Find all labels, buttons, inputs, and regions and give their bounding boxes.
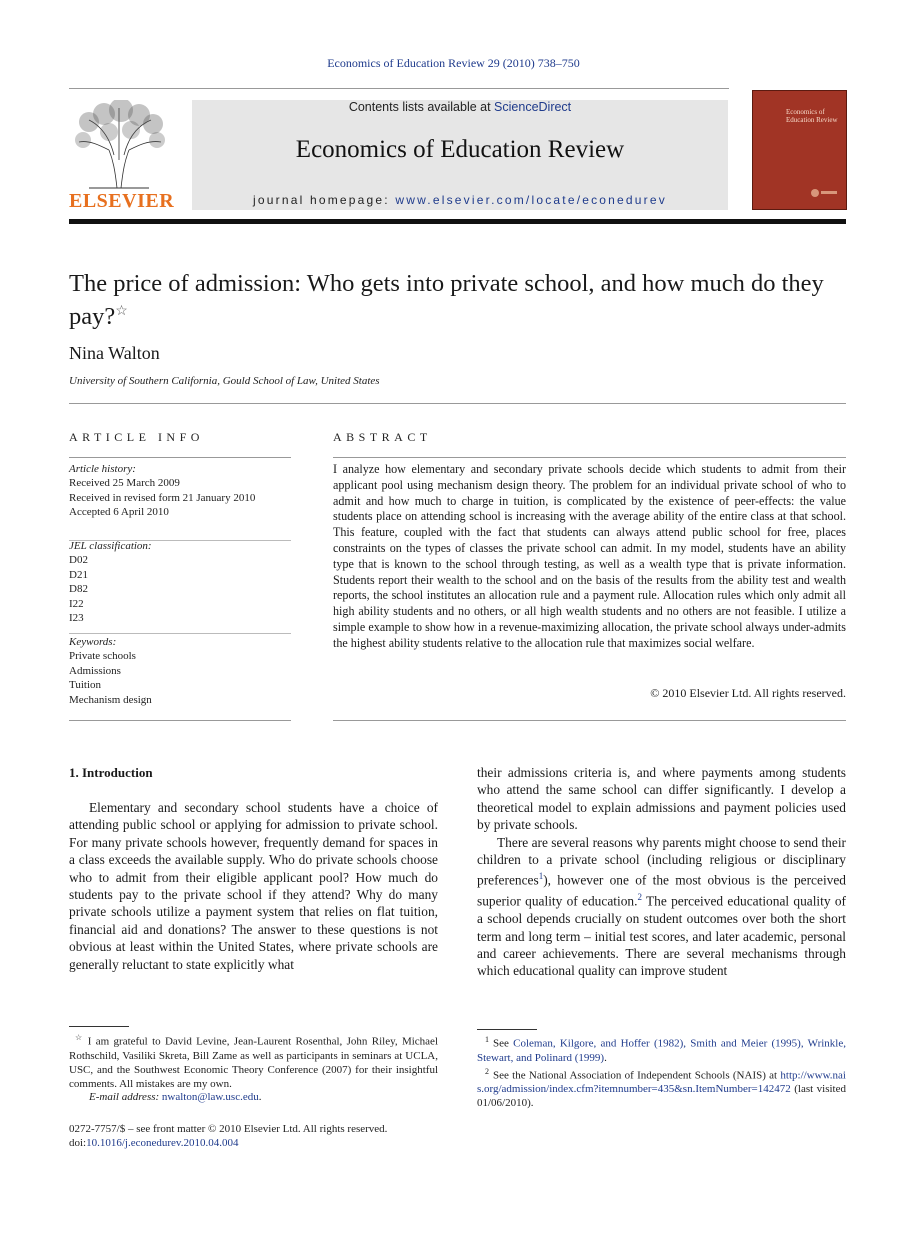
body-paragraph: Elementary and secondary school students have a choice of attending public school or applying for admission to private school. For many private schools however, frequently demand for spaces in a class exceeds the available supply. Who do private schools choose who to admit from their eligible applicant pool? How much do students pay to the private school if they attend? Why do many private schools utilize a payment system that relies on flat tuition, financial aid and donations? The answer to these questions is not obvious at least within the United States, where private schools are generally reluctant to state explicitly what	[69, 800, 438, 972]
cover-title: Economics of Education Review	[786, 108, 838, 124]
jel-code: D02	[69, 554, 88, 567]
footnote-1	[477, 1033, 846, 1065]
footnote-2-url[interactable]: http://www.nais.org/admission/index.cfm?itemnumber=435&sn.ItemNumber=142472	[477, 1069, 846, 1096]
issn-line: 0272-7757/$ – see front matter © 2010 Elsevier Ltd. All rights reserved.	[69, 1123, 388, 1135]
author-name[interactable]: Nina Walton	[69, 343, 160, 363]
footnote-2-mark: 2	[485, 1066, 489, 1076]
article-info-divider	[69, 633, 291, 634]
homepage-link[interactable]: www.elsevier.com/locate/econedurev	[395, 193, 667, 207]
email-label: E-mail address:	[89, 1091, 162, 1103]
history-label: Article history:	[69, 463, 136, 475]
para-text: ), however one of the most obvious is the perceived superior quality of education.	[477, 872, 846, 909]
contents-prefix: Contents lists available at	[348, 100, 495, 114]
contents-line	[192, 100, 728, 114]
author-email-line	[89, 1091, 261, 1103]
body-paragraph	[477, 834, 846, 980]
footnote-rule	[69, 1026, 129, 1027]
footnote-ref-2[interactable]: 2	[637, 892, 642, 903]
article-title-text: The price of admission: Who gets into private school, and how much do they pay?	[69, 270, 824, 331]
doi-link[interactable]: 10.1016/j.econedurev.2010.04.004	[86, 1137, 239, 1150]
jel-label: JEL classification:	[69, 540, 152, 552]
keyword: Admissions	[69, 664, 121, 677]
article-title	[69, 270, 839, 331]
article-history	[69, 462, 291, 520]
history-accepted: Accepted 6 April 2010	[69, 506, 169, 519]
footnote-2-end: (last visited 01/06/2010).	[477, 1083, 846, 1110]
footnote-1-end: .	[604, 1051, 607, 1064]
cover-logo	[810, 188, 838, 200]
jel-code: D21	[69, 568, 88, 581]
para-text: The perceived educational quality of a school depends crucially on student outcomes over both the short term and long term – initial test scores, and later academic, personal and career achievements. There are several mechanisms through which educational quality can improve student	[477, 893, 846, 979]
footnote-1-mark: 1	[485, 1035, 489, 1044]
header-thick-rule	[69, 219, 846, 224]
article-info-heading: ARTICLE INFO	[69, 430, 204, 444]
body-paragraph: their admissions criteria is, and where payments among students who attend the same school can differ significantly. I develop a theoretical model to explain admissions and payment policies used by private schools.	[477, 765, 846, 833]
sciencedirect-link[interactable]: ScienceDirect	[494, 100, 572, 114]
footnote-2	[477, 1065, 846, 1111]
journal-citation[interactable]: Economics of Education Review 29 (2010) 738–750	[327, 56, 580, 70]
footnotes-right	[477, 1033, 846, 1110]
footnote-star-mark: ☆	[75, 1033, 84, 1042]
footnote-ref-1[interactable]: 1	[538, 871, 544, 882]
abstract-heading: ABSTRACT	[333, 430, 432, 444]
footnote-1-references[interactable]: Coleman, Kilgore, and Hoffer (1982), Smith and Meier (1995), Wrinkle, Stewart, and Polinard (1999)	[477, 1037, 846, 1064]
journal-homepage	[192, 193, 728, 207]
keyword: Private schools	[69, 650, 136, 663]
abstract-end-rule	[333, 720, 846, 721]
doi-prefix: doi:	[69, 1137, 87, 1150]
footnote-text: I am grateful to David Levine, Jean-Laurent Rosenthal, John Riley, Michael Rothschild, Vasiliki Skreta, Bill Zame as well as participants in seminars at UCLA, USC, and the Southwest Economic Theory Conference (2007) for their insightful comments. All mistakes are my own.	[69, 1035, 438, 1090]
history-received: Received 25 March 2009	[69, 477, 180, 490]
footnote-1-prefix: See	[493, 1037, 514, 1050]
email-link[interactable]: nwalton@law.usc.edu	[161, 1091, 259, 1103]
keywords	[69, 635, 291, 707]
jel-classification	[69, 539, 291, 625]
keywords-label: Keywords:	[69, 636, 117, 648]
abstract-rule	[333, 457, 846, 458]
keyword: Mechanism design	[69, 693, 152, 706]
title-footnote-star[interactable]: ☆	[115, 304, 128, 319]
footnote-2-prefix: See the National Association of Independent Schools (NAIS) at	[493, 1069, 781, 1082]
article-info-end-rule	[69, 720, 291, 721]
jel-code: I22	[69, 597, 84, 610]
jel-code: I23	[69, 612, 84, 625]
keyword: Tuition	[69, 679, 102, 692]
footnote-acknowledgement	[69, 1031, 438, 1091]
front-matter	[69, 1122, 387, 1151]
elsevier-wordmark[interactable]: ELSEVIER	[69, 190, 175, 212]
homepage-prefix: journal homepage:	[253, 193, 396, 207]
abstract-text: I analyze how elementary and secondary private schools decide which students to admit from their applicant pool using mechanism design theory. The problem for an individual private school of who to admit and how much to charge in tuition, is complicated by the existence of peer-effects: the value students place on attending school is increasing with the average ability of the entire class at that school. This feature, coupled with the fact that students can always attend public school for free, places constraints on the types of classes the private school can admit. In my model, students have an ability type that is known to the school through testing, as well as a wealth type that is private information. Students report their wealth to the school and on the basis of the results from the ability test and wealth reports, the school institutes an allocation rule and a payment rule. Allocation rules which only admit all high ability students and no others, or all high wealth students and no others are not feasible. I utilize a simple example to show how in a revenue-maximizing allocation, the private school always under-admits the highest ability students relative to the allocation rule that maximizes social welfare.	[333, 462, 846, 650]
footnote-rule	[477, 1029, 537, 1030]
history-revised: Received in revised form 21 January 2010	[69, 491, 256, 504]
doi-line	[69, 1136, 387, 1150]
title-rule	[69, 403, 846, 404]
header-rule	[69, 88, 729, 89]
journal-title: Economics of Education Review	[295, 136, 625, 163]
para-text: There are several reasons why parents might choose to send their children to a private school (including religious or disciplinary preferences	[477, 834, 846, 888]
email-end: .	[258, 1091, 262, 1103]
abstract-copyright: © 2010 Elsevier Ltd. All rights reserved.	[650, 686, 846, 700]
article-info-rule	[69, 457, 291, 458]
body-column-right	[477, 764, 846, 980]
body-column-left	[69, 799, 438, 973]
author-affiliation: University of Southern California, Gould School of Law, United States	[69, 375, 380, 387]
jel-code: D82	[69, 583, 88, 596]
section-heading-introduction: 1. Introduction	[69, 765, 153, 780]
